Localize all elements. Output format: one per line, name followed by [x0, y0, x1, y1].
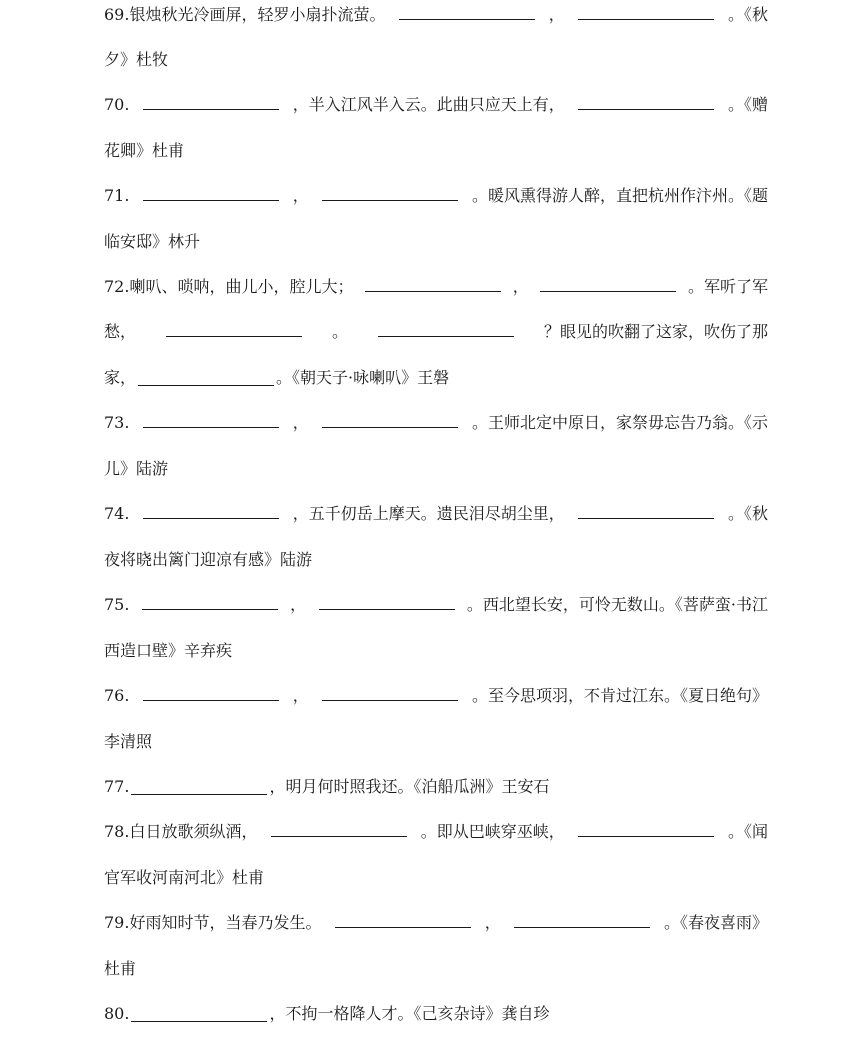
answer-blank[interactable]	[335, 911, 471, 928]
question-text: 77.	[104, 777, 130, 796]
text-line	[104, 184, 768, 208]
text-line	[104, 457, 768, 481]
question-text: ，	[548, 5, 565, 24]
question-text: 临安邸》林升	[104, 232, 201, 251]
question-text: 。即从巴峡穿巫峡，	[420, 822, 565, 841]
answer-blank[interactable]	[578, 820, 714, 837]
question-text: 。	[331, 322, 348, 341]
question-text: 73.	[104, 413, 130, 432]
question-text: 71.	[104, 186, 130, 205]
question-text: ，	[292, 413, 309, 432]
text-line	[104, 366, 768, 390]
question-text: 儿》陆游	[104, 459, 169, 478]
question-text: 79.好雨知时节，当春乃发生。	[104, 913, 322, 932]
question-text: ，	[290, 595, 307, 614]
question-text: 李清照	[104, 732, 153, 751]
question-text: 西造口壁》辛弃疾	[104, 641, 233, 660]
answer-blank[interactable]	[578, 502, 714, 519]
question-text: 76.	[104, 686, 130, 705]
text-line	[104, 639, 768, 663]
question-text: 。暖风熏得游人醉，直把杭州作汴州。《题	[471, 186, 768, 205]
text-line	[104, 93, 768, 117]
answer-blank[interactable]	[319, 593, 455, 610]
text-line	[104, 1002, 768, 1026]
question-text: 夜将晓出篱门迎凉有感》陆游	[104, 550, 313, 569]
answer-blank[interactable]	[322, 684, 458, 701]
question-text: 。《秋	[727, 5, 768, 24]
question-text: ，	[292, 186, 309, 205]
text-line	[104, 320, 768, 344]
answer-blank[interactable]	[131, 1005, 267, 1022]
question-text: ，半入江风半入云。此曲只应天上有，	[292, 95, 565, 114]
text-line	[104, 48, 768, 72]
answer-blank[interactable]	[138, 369, 274, 386]
answer-blank[interactable]	[378, 320, 514, 337]
question-text: 。西北望长安，可怜无数山。《菩萨蛮·书江	[466, 595, 768, 614]
answer-blank[interactable]	[514, 911, 650, 928]
answer-blank[interactable]	[143, 411, 279, 428]
question-text: 74.	[104, 504, 130, 523]
text-line	[104, 957, 768, 981]
text-line	[104, 684, 768, 708]
answer-blank[interactable]	[322, 184, 458, 201]
text-line	[104, 139, 768, 163]
text-line	[104, 548, 768, 572]
answer-blank[interactable]	[271, 820, 407, 837]
answer-blank[interactable]	[166, 320, 302, 337]
question-text: ，不拘一格降人才。《己亥杂诗》龚自珍	[269, 1004, 550, 1023]
text-line	[104, 775, 768, 799]
answer-blank[interactable]	[365, 275, 501, 292]
text-line	[104, 502, 768, 526]
answer-blank[interactable]	[143, 502, 279, 519]
question-text: 。军听了军	[687, 277, 768, 296]
question-text: ，五千仞岳上摩天。遗民泪尽胡尘里，	[292, 504, 565, 523]
text-line	[104, 593, 768, 617]
text-line	[104, 730, 768, 754]
question-text: ，	[484, 913, 501, 932]
question-text: 。《春夜喜雨》	[663, 913, 768, 932]
text-line	[104, 3, 768, 27]
question-text: 愁，	[104, 322, 137, 341]
question-text: 花卿》杜甫	[104, 141, 185, 160]
answer-blank[interactable]	[143, 684, 279, 701]
question-text: ，明月何时照我还。《泊船瓜洲》王安石	[269, 777, 550, 796]
answer-blank[interactable]	[143, 184, 279, 201]
answer-blank[interactable]	[322, 411, 458, 428]
answer-blank[interactable]	[131, 778, 267, 795]
question-text: 70.	[104, 95, 130, 114]
question-text: ，	[512, 277, 529, 296]
question-text: 。《秋	[727, 504, 768, 523]
question-text: 夕》杜牧	[104, 50, 169, 69]
answer-blank[interactable]	[399, 3, 535, 20]
question-text: 。《闻	[727, 822, 768, 841]
answer-blank[interactable]	[143, 93, 279, 110]
question-text: 家，	[104, 368, 137, 387]
question-text: 78.白日放歌须纵酒，	[104, 822, 258, 841]
question-text: 。《赠	[727, 95, 768, 114]
question-text: 75.	[104, 595, 130, 614]
question-text: 官军收河南河北》杜甫	[104, 868, 265, 887]
text-line	[104, 820, 768, 844]
answer-blank[interactable]	[142, 593, 278, 610]
text-line	[104, 866, 768, 890]
question-text: 72.喇叭、唢呐，曲儿小，腔儿大；	[104, 277, 354, 296]
question-text: ？眼见的吹翻了这家，吹伤了那	[543, 322, 768, 341]
answer-blank[interactable]	[578, 3, 714, 20]
question-text: 杜甫	[104, 959, 137, 978]
text-line	[104, 275, 768, 299]
question-text: 。至今思项羽，不肯过江东。《夏日绝句》	[471, 686, 768, 705]
text-line	[104, 911, 768, 935]
answer-blank[interactable]	[578, 93, 714, 110]
text-line	[104, 230, 768, 254]
text-line	[104, 411, 768, 435]
question-text: 。《朝天子·咏喇叭》王磐	[276, 368, 450, 387]
question-text: 69.银烛秋光冷画屏，轻罗小扇扑流萤。	[104, 5, 386, 24]
answer-blank[interactable]	[540, 275, 676, 292]
question-text: ，	[292, 686, 309, 705]
question-text: 。王师北定中原日，家祭毋忘告乃翁。《示	[471, 413, 768, 432]
question-text: 80.	[104, 1004, 130, 1023]
